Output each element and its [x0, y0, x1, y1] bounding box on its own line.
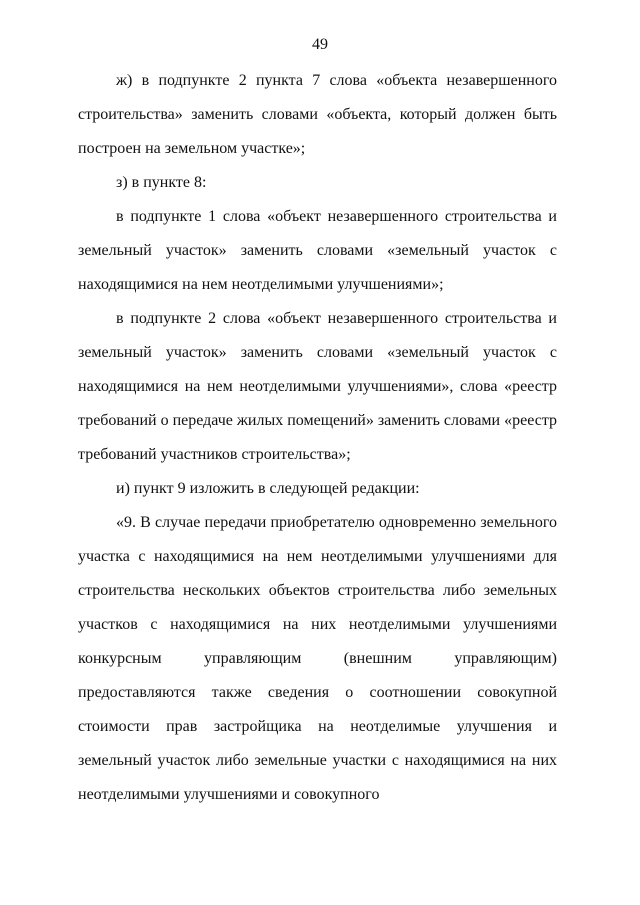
paragraph-zh: ж) в подпункте 2 пункта 7 слова «объекта незавершенного строительства» заменить словами «объекта, который должен быть построен на земельном участке»; — [78, 72, 557, 157]
paragraph-subpoint-2: в подпункте 2 слова «объект незавершенного строительства и земельный участок» заменить словами «земельный участок с находящимися на нем неотделимыми улучшениями», слова «реестр требований о передаче жилых помещений» заменить словами «реестр требований участников строительства»; — [78, 310, 557, 463]
paragraph-point-9: «9. В случае передачи приобретателю одновременно земельного участка с находящимися на нем неотделимыми улучшениями для строительства нескольких объектов строительства либо земельных участков с находящимися на них неотделимыми улучшениями конкурсным управляющим (внешним управляющим) предоставляются также сведения о соотношении совокупной стоимости прав застройщика на неотделимые улучшения и земельный участок либо земельные участки с находящимися на них неотделимыми улучшениями и совокупного — [78, 514, 557, 803]
document-body — [78, 64, 557, 812]
paragraph-z: з) в пункте 8: — [116, 174, 207, 191]
paragraph-subpoint-1: в подпункте 1 слова «объект незавершенного строительства и земельный участок» заменить словами «земельный участок с находящимися на нем неотделимыми улучшениями»; — [78, 208, 557, 293]
page-number: 49 — [312, 36, 328, 53]
paragraph-i: и) пункт 9 изложить в следующей редакции: — [116, 480, 420, 497]
